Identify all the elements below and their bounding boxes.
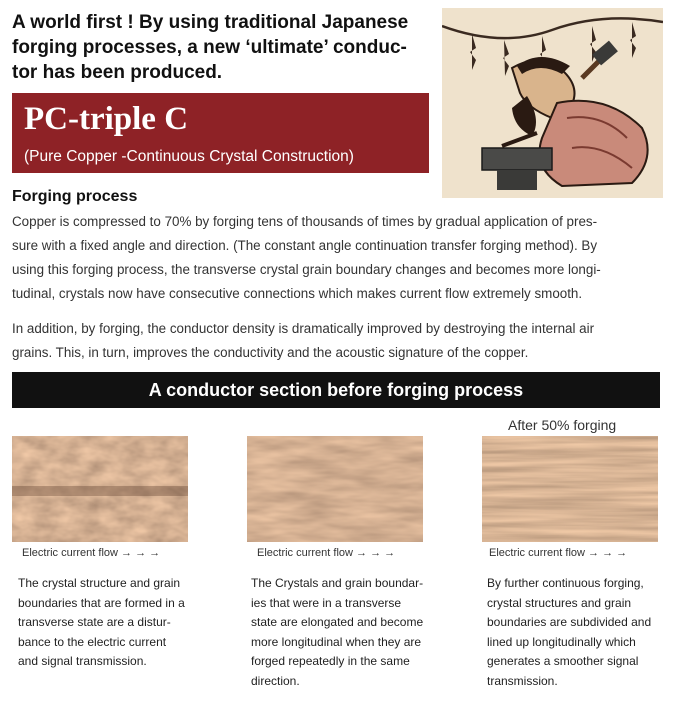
text-line: grains. This, in turn, improves the conductivity and the acoustic signature of the copper. — [12, 345, 529, 360]
copper-sample-before — [12, 436, 188, 542]
brand-title: PC-triple C — [24, 101, 189, 137]
sample-description — [487, 574, 675, 691]
headline-line: forging processes, a new ‘ultimate’ conduc- — [12, 37, 407, 58]
text-line: boundaries are subdivided and — [487, 615, 652, 629]
text-line: The Crystals and grain boundar- — [251, 576, 424, 590]
text-line: transmission. — [487, 673, 558, 688]
text-line: sure with a fixed angle and direction. (The constant angle continuation transfer forging method). By — [12, 238, 598, 253]
current-flow-label: Electric current flow → → → — [257, 547, 396, 559]
headline-line: tor has been produced. — [12, 62, 223, 83]
blacksmith-forging-illustration — [442, 8, 663, 198]
headline — [12, 10, 432, 85]
sample-description — [251, 574, 443, 691]
section-band: A conductor section before forging process — [12, 372, 660, 408]
text-line: more longitudinal when they are — [251, 634, 422, 649]
text-line: crystal structures and grain — [487, 595, 632, 610]
text-line: lined up longitudinally which — [487, 634, 636, 649]
text-line: ies that were in a transverse — [251, 595, 402, 610]
current-flow-label: Electric current flow → → → — [489, 547, 628, 559]
current-flow-label: Electric current flow → → → — [22, 547, 161, 559]
headline-line: A world first ! By using traditional Japanese — [12, 12, 409, 33]
forging-paragraph-2 — [12, 317, 662, 365]
text-line: and signal transmission. — [18, 654, 147, 668]
sample-description — [18, 574, 210, 672]
text-line: generates a smoother signal — [487, 654, 639, 668]
text-line: The crystal structure and grain — [18, 576, 181, 590]
text-line: bance to the electric current — [18, 634, 167, 649]
text-line: By further continuous forging, — [487, 576, 644, 590]
text-line: transverse state are a distur- — [18, 615, 171, 629]
after-forging-label: After 50% forging — [508, 417, 617, 433]
forging-process-title: Forging process — [12, 188, 138, 205]
copper-sample-forging — [247, 436, 423, 542]
text-line: boundaries that are formed in a — [18, 595, 185, 610]
text-line: forged repeatedly in the same — [251, 654, 410, 668]
forging-paragraph-1 — [12, 210, 662, 306]
copper-sample-after — [482, 436, 658, 542]
text-line: tudinal, crystals now have consecutive connections which makes current flow extremely smooth. — [12, 286, 583, 301]
text-line: direction. — [251, 673, 300, 688]
text-line: In addition, by forging, the conductor density is dramatically improved by destroying the internal air — [12, 321, 595, 336]
text-line: Copper is compressed to 70% by forging tens of thousands of times by gradual application of pres- — [12, 214, 598, 229]
text-line: using this forging process, the transverse crystal grain boundary changes and becomes more longi- — [12, 262, 601, 277]
brand-subtitle: (Pure Copper -Continuous Crystal Construction) — [24, 148, 354, 165]
brand-banner — [12, 93, 429, 173]
text-line: state are elongated and become — [251, 615, 424, 629]
